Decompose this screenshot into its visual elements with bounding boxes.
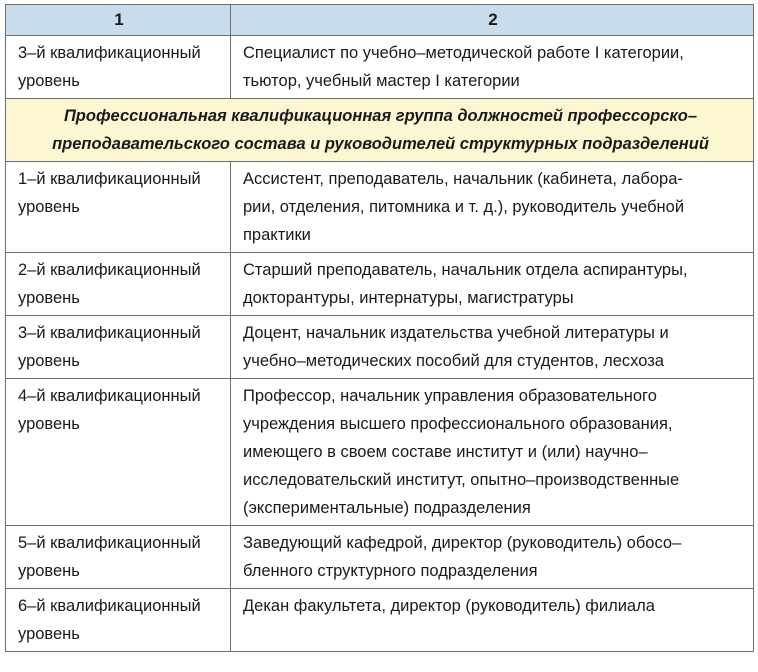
qualification-table	[5, 4, 754, 652]
table-header-row	[6, 5, 754, 36]
qualification-level-cell: 3–й квалификационный уровень	[6, 36, 231, 99]
qualification-level-cell: 3–й квалификационный уровень	[6, 316, 231, 379]
column-header-1: 1	[6, 5, 231, 36]
positions-cell: Ассистент, преподаватель, начальник (кабинета, лабора- рии, отделения, питомника и т. д.), руководитель учебной практики	[231, 162, 754, 253]
group-heading-row	[6, 99, 754, 162]
positions-cell: Профессор, начальник управления образовательного учреждения высшего профессионального образования, имеющего в своем составе институт и (или) научно– исследовательский институт, опытно–производственные (экспериментальные) подразделения	[231, 379, 754, 526]
qualification-level-cell: 5–й квалификационный уровень	[6, 526, 231, 589]
positions-cell: Заведующий кафедрой, директор (руководитель) обосо– бленного структурного подразделения	[231, 526, 754, 589]
table-row	[6, 379, 754, 526]
table-row	[6, 316, 754, 379]
qualification-level-cell: 2–й квалификационный уровень	[6, 253, 231, 316]
column-header-2: 2	[231, 5, 754, 36]
table-row	[6, 36, 754, 99]
table-row	[6, 589, 754, 652]
table-row	[6, 253, 754, 316]
qualification-level-cell: 1–й квалификационный уровень	[6, 162, 231, 253]
positions-cell: Доцент, начальник издательства учебной литературы и учебно–методических пособий для студентов, лесхоза	[231, 316, 754, 379]
positions-cell: Декан факультета, директор (руководитель) филиала	[231, 589, 754, 652]
positions-cell: Старший преподаватель, начальник отдела аспирантуры, докторантуры, интернатуры, магистратуры	[231, 253, 754, 316]
table-row	[6, 526, 754, 589]
table-row	[6, 162, 754, 253]
group-heading: Профессиональная квалификационная группа должностей профессорско– преподавательского состава и руководителей структурных подразделений	[6, 99, 754, 162]
qualification-level-cell: 4–й квалификационный уровень	[6, 379, 231, 526]
positions-cell: Специалист по учебно–методической работе I категории, тьютор, учебный мастер I категории	[231, 36, 754, 99]
qualification-level-cell: 6–й квалификационный уровень	[6, 589, 231, 652]
